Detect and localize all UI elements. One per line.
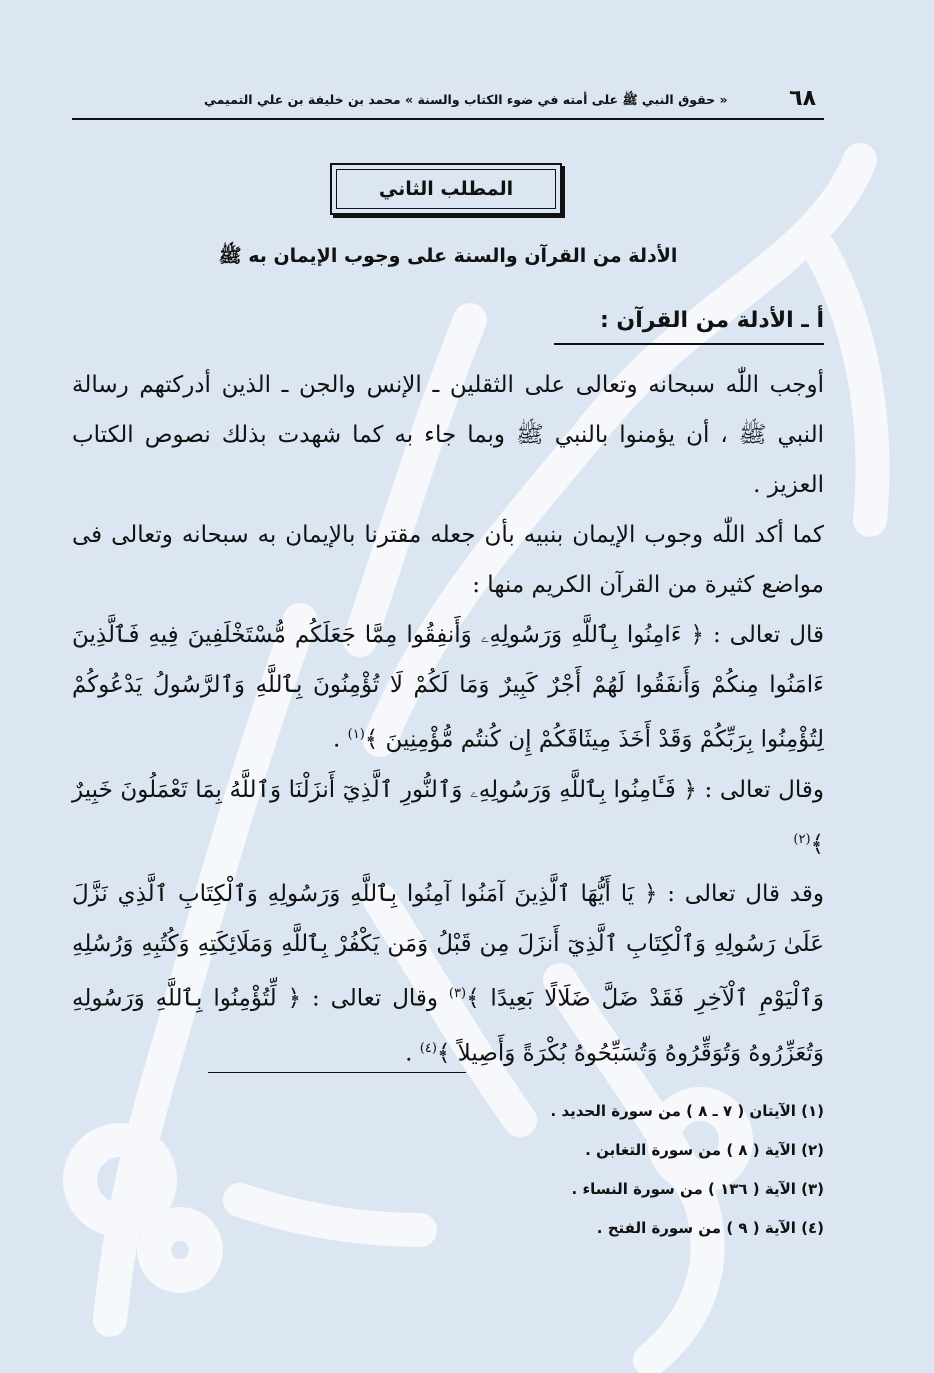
paragraph-5: [72, 869, 824, 1078]
quran-quote-2: ﴿ فَـَٔامِنُوا بِٱللَّهِ وَرَسُولِهِۦ وَٱلنُّورِ ٱلَّذِيٓ أَنزَلْنَا وَٱللَّهُ بِمَا تَعْمَلُونَ خَبِيرٌ ﴾: [72, 776, 824, 858]
section-subtitle: الأدلة من القرآن والسنة على وجوب الإيمان به ﷺ: [218, 245, 678, 267]
footnote-ref-4[interactable]: (٤): [419, 1040, 437, 1056]
paragraph-2: كما أكد اللّٰه وجوب الإيمان بنبيه بأن جعله مقترنا بالإيمان به سبحانه وتعالى فى مواضع كثيرة من القرآن الكريم منها :: [72, 522, 824, 598]
paragraph-1: أوجب اللّٰه سبحانه وتعالى على الثقلين ـ الإنس والجن ـ الذين أدركتهم رسالة النبي ﷺ ، أن يؤمنوا بالنبي ﷺ وبما جاء به كما شهدت بذلك نصوص الكتاب العزيز .: [72, 372, 824, 498]
page-header: [72, 82, 824, 120]
body-text: [72, 360, 824, 1079]
running-title: « حقوق النبي ﷺ على أمته في ضوء الكتاب والسنة » محمد بن خليفة بن علي التميمي: [204, 92, 728, 107]
paragraph-3-intro: قال تعالى :: [704, 622, 824, 648]
footnote-1: (١) الآيتان ( ٧ ـ ٨ ) من سورة الحديد .: [550, 1102, 824, 1120]
footnotes: [72, 1092, 824, 1248]
page: [72, 0, 824, 1373]
quran-quote-1: ﴿ ءَامِنُوا بِٱللَّهِ وَرَسُولِهِۦ وَأَنفِقُوا مِمَّا جَعَلَكُم مُّسْتَخْلَفِينَ فِيهِ فَٱلَّذِينَ ءَامَنُوا مِنكُمْ وَأَنفَقُوا لَهُمْ أَجْرٌ كَبِيرٌ وَمَا لَكُمْ لَا تُؤْمِنُونَ بِٱللَّهِ وَٱلرَّسُولُ يَدْعُوكُمْ لِتُؤْمِنُوا بِرَبِّكُمْ وَقَدْ أَخَذَ مِيثَاقَكُمْ إِن كُنتُم مُّؤْمِنِينَ ﴾: [72, 622, 824, 753]
paragraph-3-end: .: [333, 726, 348, 753]
section-title: المطلب الثاني: [378, 178, 514, 200]
paragraph-5-intro: وقد قال تعالى :: [657, 881, 824, 908]
quran-quote-4: ﴿ لِّتُؤْمِنُوا بِٱللَّهِ وَرَسُولِهِ وَتُعَزِّرُوهُ وَتُوَقِّرُوهُ وَتُسَبِّحُوهُ بُكْرَةً وَأَصِيلاً ﴾: [72, 985, 824, 1067]
heading-quran-evidence: أ ـ الأدلة من القرآن :: [554, 308, 824, 345]
section-title-inner-border: [336, 169, 556, 209]
paragraph-4: [72, 765, 824, 870]
footnote-3: (٣) الآية ( ١٣٦ ) من سورة النساء .: [571, 1180, 824, 1198]
paragraph-3: [72, 610, 824, 765]
quran-quote-3: ﴿ يَا أَيُّهَا ٱلَّذِينَ آمَنُوا آمِنُوا بِٱللَّهِ وَرَسُولِهِ وَٱلْكِتَابِ ٱلَّذِي نَزَّلَ عَلَىٰ رَسُولِهِ وَٱلْكِتَابِ ٱلَّذِيٓ أَنزَلَ مِن قَبْلُ وَمَن يَكْفُرْ بِٱللَّهِ وَمَلَائِكَتِهِ وَكُتُبِهِ وَرُسُلِهِ وَٱلْيَوْمِ ٱلْآخِرِ فَقَدْ ضَلَّ ضَلَالًا بَعِيدًا ﴾: [72, 881, 825, 1012]
footnote-separator: [208, 1072, 466, 1073]
footnote-2: (٢) الآية ( ٨ ) من سورة التغابن .: [585, 1141, 824, 1159]
section-title-box: [330, 163, 562, 215]
footnote-4: (٤) الآية ( ٩ ) من سورة الفتح .: [596, 1219, 824, 1237]
footnote-ref-3[interactable]: (٣): [448, 986, 467, 1002]
paragraph-5-mid: وقال تعالى :: [301, 985, 449, 1012]
footnote-ref-2[interactable]: (٢): [793, 831, 811, 847]
paragraph-4-intro: وقال تعالى :: [696, 776, 825, 803]
footnote-ref-1[interactable]: (١): [347, 727, 365, 742]
page-number: ٦٨: [789, 86, 816, 111]
paragraph-5-end: .: [405, 1040, 420, 1067]
